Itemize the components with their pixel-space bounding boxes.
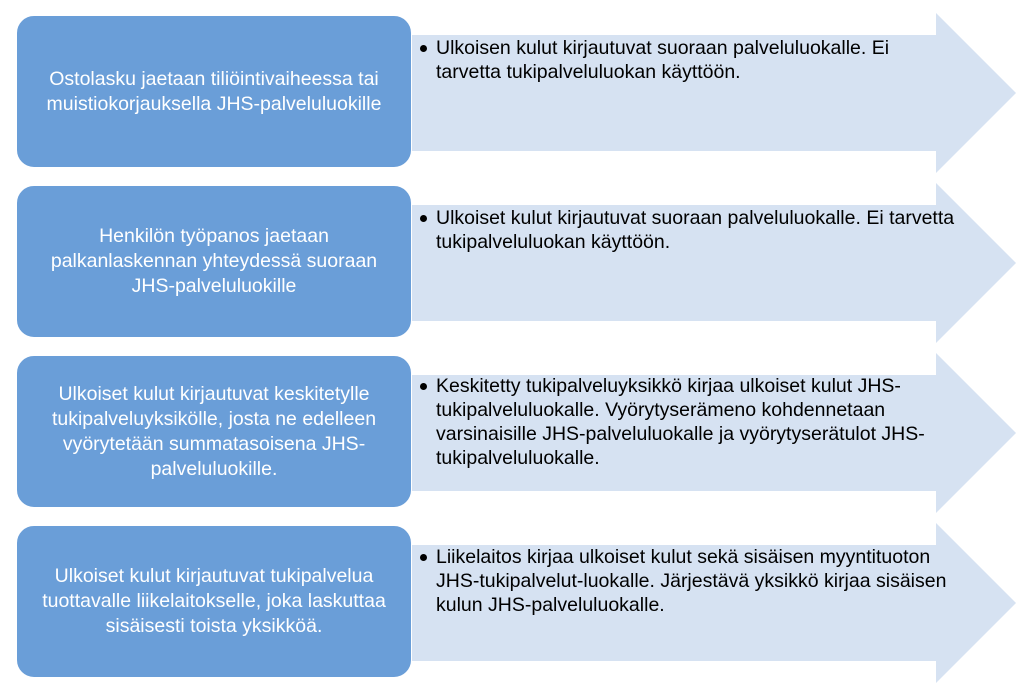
bullet-list — [418, 206, 958, 254]
row-4 — [0, 523, 1024, 683]
bullet-list — [418, 374, 958, 470]
bullet-item — [418, 545, 958, 617]
row-2 — [0, 183, 1024, 343]
bullet-item — [418, 206, 958, 254]
bullet-dot-icon — [420, 554, 427, 561]
label-box — [16, 355, 412, 508]
label-box — [16, 15, 412, 168]
bullet-list — [418, 36, 958, 84]
row-3 — [0, 353, 1024, 513]
bullet-text: Ulkoisen kulut kirjautuvat suoraan palveluluokalle. Ei tarvetta tukipalveluluokan käyttöön. — [436, 37, 890, 83]
label-box — [16, 185, 412, 338]
bullet-list — [418, 545, 958, 617]
row-1 — [0, 13, 1024, 173]
bullet-text: Keskitetty tukipalveluyksikkö kirjaa ulkoiset kulut JHS-tukipalveluluokalle. Vyörytyserämeno kohdennetaan varsinaisille JHS-palveluluokalle ja vyörytyserätulot JHS-tukipalveluluokalle. — [436, 375, 925, 469]
label-text: Ulkoiset kulut kirjautuvat keskitetylle tukipalveluyksikölle, josta ne edelleen vyörytetään summatasoisena JHS-palveluluokille. — [51, 382, 377, 480]
bullet-item — [418, 36, 958, 84]
label-box — [16, 525, 412, 678]
bullet-item — [418, 374, 958, 470]
bullet-dot-icon — [420, 383, 427, 390]
bullet-dot-icon — [420, 215, 427, 222]
bullet-text: Liikelaitos kirjaa ulkoiset kulut sekä sisäisen myyntituoton JHS-tukipalvelut-luokalle. Järjestävä yksikkö kirjaa sisäisen kulun JHS-palveluluokalle. — [436, 546, 947, 616]
label-text: Henkilön työpanos jaetaan palkanlaskennan yhteydessä suoraan JHS-palveluluokille — [50, 225, 378, 297]
label-text: Ostolasku jaetaan tiliöintivaiheessa tai muistiokorjauksella JHS-palveluluokille — [46, 67, 382, 115]
bullet-dot-icon — [420, 45, 427, 52]
label-text: Ulkoiset kulut kirjautuvat tukipalvelua tuottavalle liikelaitokselle, joka laskuttaa sisäisesti toista yksikköä. — [42, 565, 386, 637]
bullet-text: Ulkoiset kulut kirjautuvat suoraan palveluluokalle. Ei tarvetta tukipalveluluokan käyttöön. — [436, 207, 955, 253]
